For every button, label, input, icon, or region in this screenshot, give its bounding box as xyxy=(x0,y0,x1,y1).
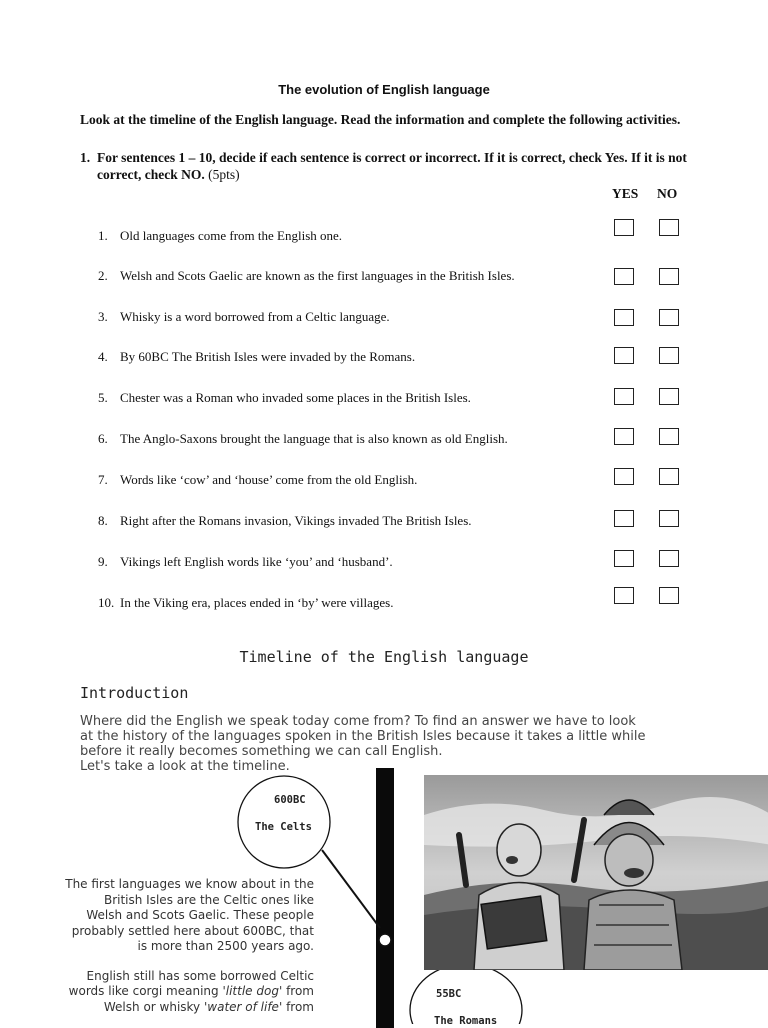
intro-line: Where did the English we speak today come from? To find an answer we have to look xyxy=(80,714,636,729)
no-column-header: NO xyxy=(657,186,678,201)
activity-number: 1. xyxy=(80,150,91,165)
question-number: 8. xyxy=(98,513,108,528)
question-number: 2. xyxy=(98,268,108,283)
celts-line: British Isles are the Celtic ones like xyxy=(103,892,314,907)
activity-text: For sentences 1 – 10, decide if each sentence is correct or incorrect. If it is correct, check Yes. If it is not correct, check NO. xyxy=(97,150,687,182)
question-number: 7. xyxy=(98,472,108,487)
celts-line: The first languages we know about in the xyxy=(65,877,314,891)
question-text: Old languages come from the English one. xyxy=(120,228,343,243)
question-number: 3. xyxy=(98,309,108,324)
question-text: Vikings left English words like ‘you’ and ‘husband’. xyxy=(120,554,393,569)
celts-line: English still has some borrowed Celtic xyxy=(86,968,314,983)
page-title: The evolution of English language xyxy=(278,82,490,97)
question-number: 1. xyxy=(98,228,108,243)
celts-text: from xyxy=(282,999,314,1014)
romans-illustration xyxy=(424,775,768,970)
timeline-marker-icon xyxy=(379,934,391,946)
celts-text: words like corgi meaning xyxy=(68,984,223,998)
celts-text: Welsh or whisky xyxy=(103,999,204,1014)
question-text: Whisky is a word borrowed from a Celtic language. xyxy=(120,309,390,324)
question-text: By 60BC The British Isles were invaded by the Romans. xyxy=(120,349,416,364)
introduction-heading: Introduction xyxy=(80,684,189,702)
celts-emphasis: 'little dog' xyxy=(222,984,283,998)
question-number: 5. xyxy=(98,390,108,405)
question-text: Right after the Romans invasion, Vikings invaded The British Isles. xyxy=(120,513,472,528)
celts-line xyxy=(24,1000,314,1016)
question-number: 4. xyxy=(98,349,108,364)
celts-line: is more than 2500 years ago. xyxy=(137,939,314,953)
question-text: Welsh and Scots Gaelic are known as the first languages in the British Isles. xyxy=(120,268,515,283)
intro-line: at the history of the languages spoken in the British Isles because it takes a little while xyxy=(80,729,646,744)
celts-date: 600BC xyxy=(274,794,306,806)
yes-column-header: YES xyxy=(612,186,639,201)
celts-line xyxy=(24,984,314,1000)
question-number: 10. xyxy=(98,595,115,610)
celts-emphasis: 'water of life' xyxy=(203,999,283,1014)
question-number: 6. xyxy=(98,431,108,446)
question-text: Words like ‘cow’ and ‘house’ come from the old English. xyxy=(120,472,418,487)
activity-points: (5pts) xyxy=(208,167,240,182)
question-text: The Anglo-Saxons brought the language that is also known as old English. xyxy=(120,431,508,446)
celts-line: probably settled here about 600BC, that xyxy=(71,923,314,938)
instructions: Look at the timeline of the English language. Read the information and complete the following activities. xyxy=(80,112,681,127)
intro-line: before it really becomes something we can call English. xyxy=(80,744,443,759)
celts-text: from xyxy=(282,984,314,998)
celts-line: Welsh and Scots Gaelic. These people xyxy=(86,908,314,922)
question-text: Chester was a Roman who invaded some places in the British Isles. xyxy=(120,390,471,405)
question-text: In the Viking era, places ended in ‘by’ were villages. xyxy=(120,595,394,610)
romans-date: 55BC xyxy=(436,988,462,1000)
intro-line: Let's take a look at the timeline. xyxy=(80,759,290,774)
romans-label: The Romans xyxy=(434,1015,498,1027)
question-number: 9. xyxy=(98,554,108,569)
timeline-heading: Timeline of the English language xyxy=(239,648,529,666)
celts-label: The Celts xyxy=(255,821,312,833)
celts-description xyxy=(24,877,314,1015)
